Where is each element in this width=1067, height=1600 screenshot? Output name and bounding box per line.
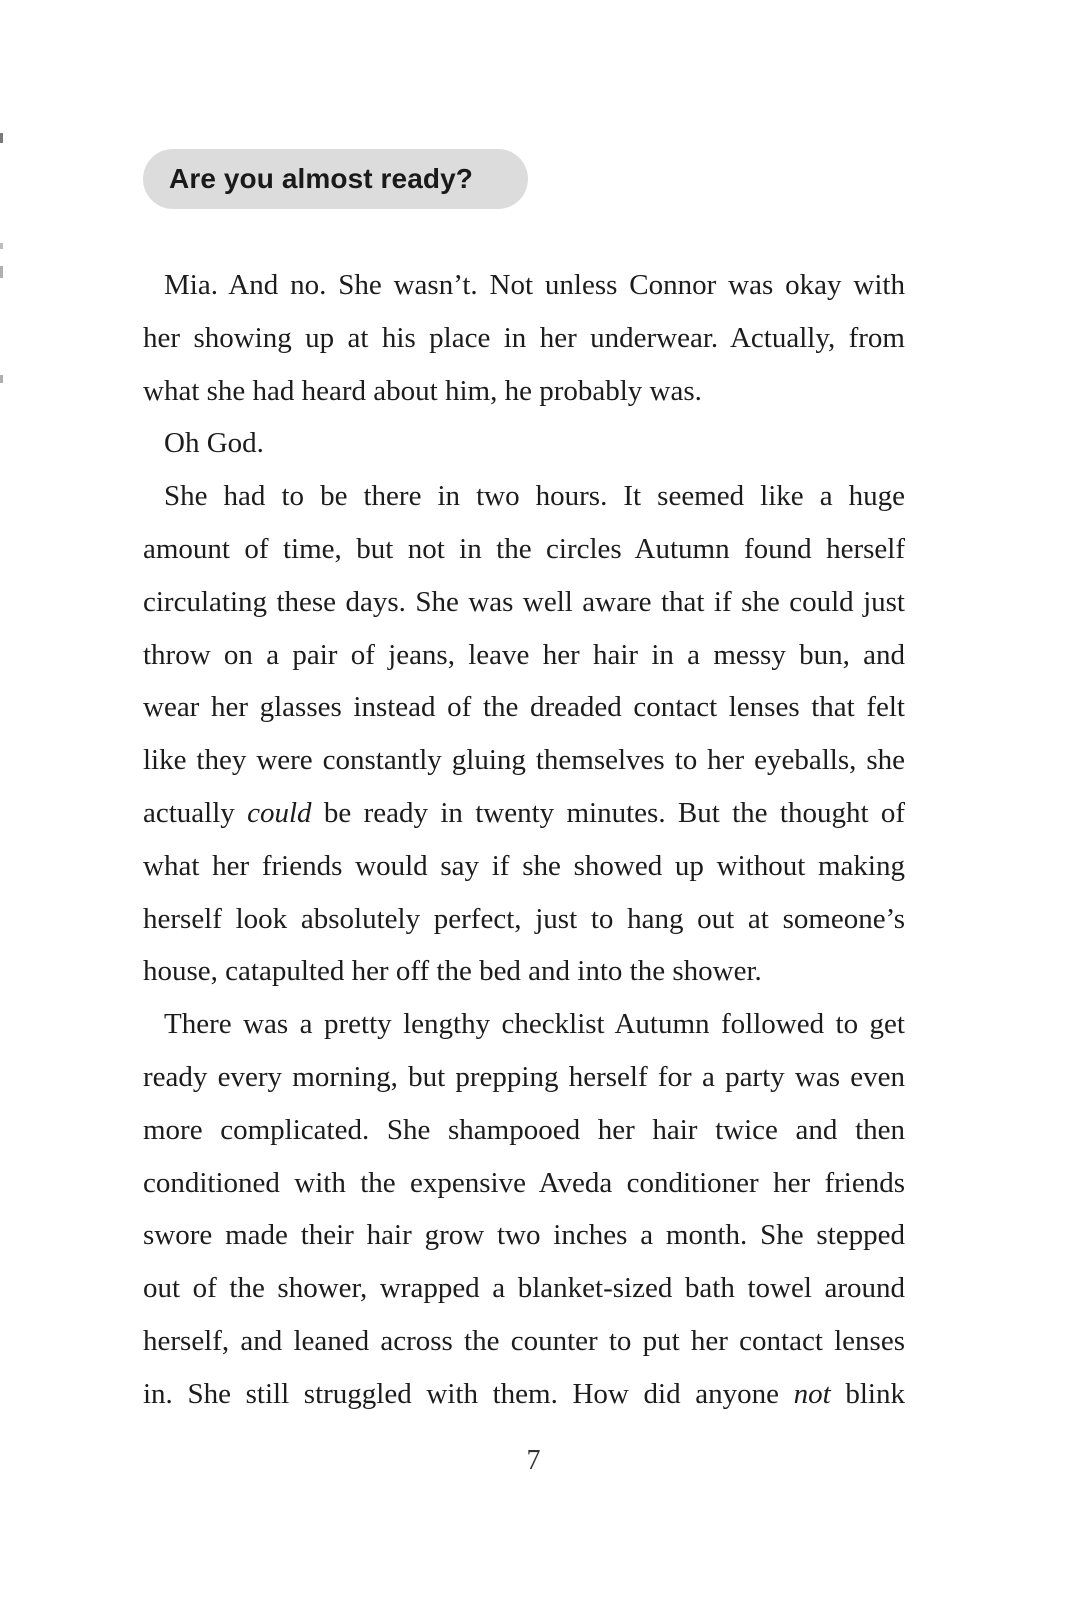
text-line: more complicated. She shampooed her hair twice and then [143,1113,905,1146]
text-run: blink [830,1377,905,1410]
text-message-content: Are you almost ready? [169,163,473,194]
text-line: house, catapulted her off the bed and into the shower. [143,955,762,988]
emphasized-word: could [247,796,312,829]
text-line: Oh God. [164,427,264,460]
page-edge-mark [0,266,3,278]
text-line: There was a pretty lengthy checklist Autumn followed to get [164,1008,905,1041]
text-line: like they were constantly gluing themselves to her eyeballs, she [143,744,905,777]
text-line: herself, and leaned across the counter to put her contact lenses [143,1324,905,1357]
text-line: what she had heard about him, he probably was. [143,374,702,407]
paragraph [143,998,905,1420]
page-edge-mark [0,375,3,383]
text-line: She had to be there in two hours. It seemed like a huge [164,480,905,513]
page-number: 7 [526,1445,541,1476]
text-line: what her friends would say if she showed up without making [143,849,905,882]
paragraph [143,417,905,470]
paragraph [143,259,905,417]
page-edge-mark [0,243,3,249]
text-line: her showing up at his place in her underwear. Actually, from [143,321,905,354]
text-line: herself look absolutely perfect, just to hang out at someone’s [143,902,905,935]
text-line: Mia. And no. She wasn’t. Not unless Connor was okay with [164,269,905,301]
text-line [143,787,905,840]
paragraph [143,470,905,998]
text-line: swore made their hair grow two inches a month. She stepped [143,1219,905,1252]
text-run: be ready in twenty minutes. But the thought of [311,796,905,829]
text-run: in. She still struggled with them. How did anyone [143,1377,794,1410]
text-line: circulating these days. She was well aware that if she could just [143,585,905,618]
text-line: out of the shower, wrapped a blanket-sized bath towel around [143,1272,905,1305]
text-line: ready every morning, but prepping herself for a party was even [143,1060,905,1093]
text-line: amount of time, but not in the circles Autumn found herself [143,532,905,565]
page-edge-mark [0,133,3,143]
text-run: actually [143,796,248,829]
text-line [143,1368,905,1421]
body-text [143,259,905,1421]
emphasized-word: not [793,1377,831,1410]
text-message-bubble [143,149,528,209]
text-line: conditioned with the expensive Aveda conditioner her friends [143,1166,905,1199]
text-line: wear her glasses instead of the dreaded contact lenses that felt [143,691,905,724]
text-line: throw on a pair of jeans, leave her hair in a messy bun, and [143,638,905,671]
